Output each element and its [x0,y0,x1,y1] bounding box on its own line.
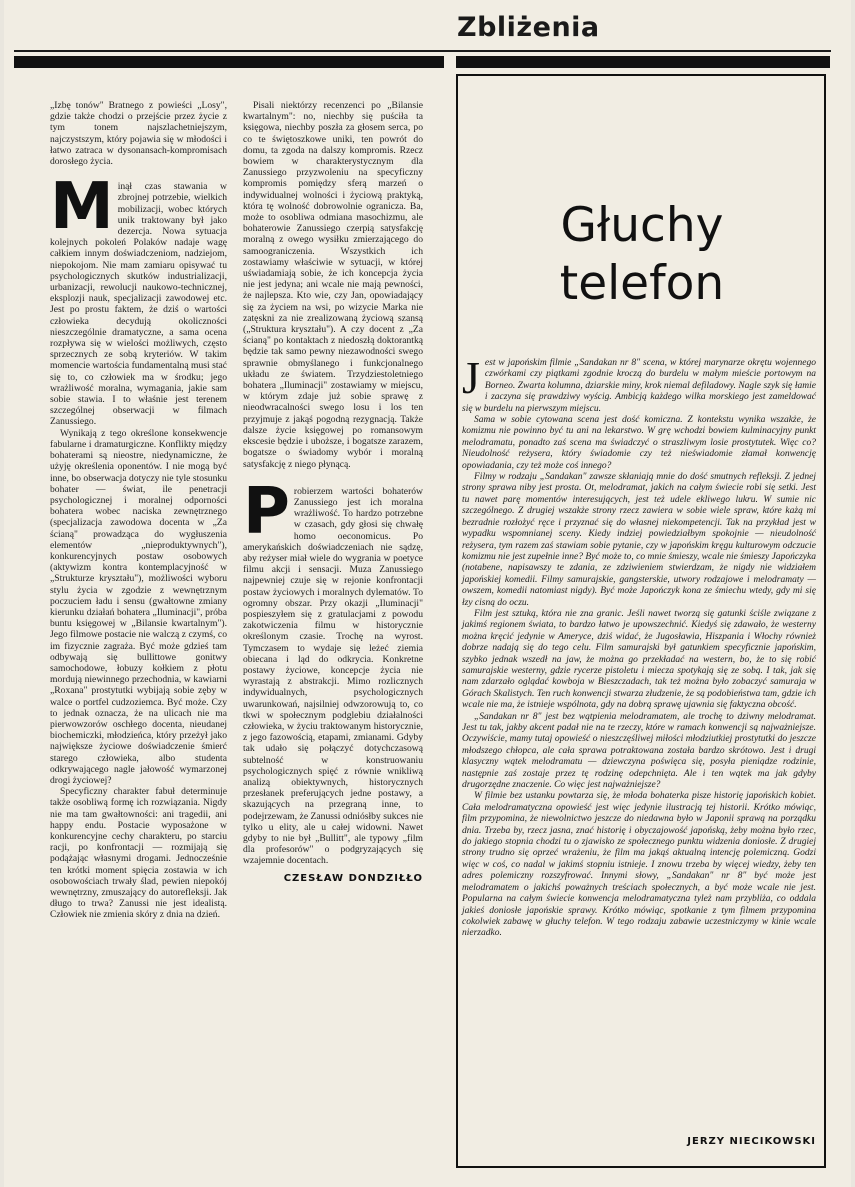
drop-cap-j: J [462,352,480,403]
headline-line-1: Głuchy [560,198,724,253]
paragraph-2: Wynikają z tego określone konsekwencje fabularne i dramaturgiczne. Konflikty między bohaterami są nieostre, niedynamiczne, że użyję określenia oponentów. I nie mogą być inne, bo obserwacja dotyczy nie tyle stosunku bohater — świat, ile penetracji psychologicznej i moralnej odporności bohatera wobec naciska zewnętrznego (specjalizacja zawodowa docenta w „Za ścianą" prowadząca do wygłuszenia elementów „nieproduktywnych"), konkurencyjnych postaw osobowych (aktywizm kontra kontemplacyjność w „Strukturze kryształu"), możliwości wyboru stylu życia w zgodzie z wewnętrznym poczuciem ładu i sensu (gwałtowne zmiany kierunku działań bohatera „Iluminacji", próba buntu księgowej w „Bilansie kwartalnym"). Jego filmowe postacie nie walczą z czymś, co im fizycznie zagraża. Być może gdzieś tam odbywają się bullittowe gonitwy samochodowe, łobuzy kołkiem z płotu mordują niewinnego przechodnia, w kawiarni „Roxana" prostytutki wybijają sobie zęby w walce o portfel cudzoziemca. Być może. Czy to jednak oznacza, że na ulicach nie ma pierwowzorów oschłego docenta, nieudanej biochemiczki, młodzieńca, który przeżył jako największe życiowe doświadczenie śmierć starego człowieka, albo studenta odkrywającego nagle jałowość wymarzonej drogi życiowej? [50,427,227,786]
paragraph-5 [243,474,423,867]
paragraph-5-text: robierzem wartości bohaterów Zanussiego jest ich moralna wrażliwość. To hardzo potrzebne w czasach, gdy głosi się chwałę homo oeconomicus. Po amerykańskich doświadczeniach nie sądzę, aby reżyser miał wiele do wygrania w poetyce filmu akcji i sensacji. Muza Zanussiego najpewniej czuje się w rejonie konfrontacji postaw życiowych i moralnych dylematów. To ogromny obszar. Przy okazji „Iluminacji" pospieszyłem się z gratulacjami z powodu zakotwiczenia filmu w historycznie określonym czasie. Trochę na wyrost. Tymczasem to wydaje się leżeć ziemia obiecana i ląd do odkrycia. Konkretne postawy życiowe, koncepcje życia nie wyrastają z abstrakcji. Mimo rozlicznych indywidualnych, psychologicznych uwarunkowań, najsilniej odwzorowują to, co tkwi w społecznym podglebiu działalności człowieka, w życiu traktowanym historycznie, z jego fazowością, etapami, zmianami. Gdyby tak udało się połączyć dotychczasową subtelność w konstruowaniu psychologicznych spięć z równie wnikliwą analizą obiektywnych, historycznych przesłanek preferujących jedne postawy, a skazujących na przegraną inne, to podejrzewam, że Zanussi odniósłby sukces nie tylko u elity, ale u całej widowni. Nawet gdyby to nie był „Bullitt", ale typowy „film dla profesorów" o podgryzających się wzajemnie docentach. [243,485,423,867]
author-byline-left: CZESŁAW DONDZIŁŁO [283,872,423,884]
right-paragraph-1-text: est w japońskim filmie „Sandakan nr 8" scena, w której marynarze okrętu wojennego czwórkami czy piątkami zgodnie kroczą do burdelu w małym mieście portowym na Borneo. Zwarta kolumna, dziarskie miny, krok niemal defiladowy. Nagle szyk się łamie i zaczyna się prawdziwy wyścig. Ambicją każdego wilka morskiego jest zameldować się w burdelu na pierwszym miejscu. [462,358,816,414]
section-masthead: Zbliżenia [457,12,600,43]
left-article-column-1 [50,100,227,921]
paragraph-4: Pisali niektórzy recenzenci po „Bilansie kwartalnym": no, niechby się puściła ta księgowa, niechby poszła za głosem serca, po co te świętoszkowe uniki, ten powrót do domu, ta zgoda na dalszy kompromis. Rzecz bowiem w charakterystycznym dla Zanussiego przyzwoleniu na specyficzny kompromis pomiędzy sferą marzeń o indywidualnej wolności i życiową praktyką, która tę wolność dobrowolnie ogranicza. Ba, może to osobliwa odmiana masochizmu, ale bohaterowie Zanussiego czerpią satysfakcję moralną z owego wysiłku zmierzającego do samoograniczenia. Wszystkich ich zostawiamy właściwie w sytuacji, w której uświadamiają sobie, że ich koncepcja życia nie jest jedyna; ani wcale nie mają pewności, że najlepsza. Kto wie, czy Jan, opowiadający się za życiem na wsi, po wizycie Marka nie zatęskni za nie zrealizowaną życiową szansą („Struktura kryształu"). A czy docent z „Za ścianą" po kontaktach z niedoszłą doktorantką będzie tak samo pewny niezawodności swego sprawnie obmyślanego i funkcjonalnego układu ze światem. Trzydziestoletniego bohatera „Iluminacji" zostawiamy w miejscu, w którym zdaje już sobie sprawę z nieodwracalności swego losu i los ten przyjmuje z jakąś pogodną rezygnacją. Także dalsze życie księgowej po romansowym ekscesie będzie i uboższe, i bogatsze zarazem, bogatsze o świadomy wybór i moralną satysfakcję z niego płynącą. [243,100,423,470]
left-article-column-2 [243,100,423,885]
right-paragraph-6: W filmie bez ustanku powtarza się, że młoda bohaterka pisze historię japońskich kobiet. Cała melodramatyczna opowieść jest więc jedynie ilustracją tej historii. Krótko mówiąc, film przypomina, że niewolnictwo jeszcze do niedawna było w Japonii sprawą na porządku dnia. Trzeba by, rzecz jasna, znać historię i obyczajowość japońską, żeby można było rzec, do jakiego stopnia chodzi tu o zjawisko ze społecznego punktu widzenia doniosłe. Z drugiej strony trudno się oprzeć wrażeniu, że film ma jakąś aktualną intencję polemiczną. Godzi więc w coś, co nadal w jakimś stopniu istnieje. I znowu trzeba by więcej wiedzy, żeby ten adres polemiczny rozszyfrować. Innymi słowy, „Sandakan" nr 8" być może jest melodramatem o jakichś poważnych treściach społecznych, a być może wcale nie jest. Popularna na całym świecie konwencja melodramatyczna tyleż nam przybliża, co oddala jakieś doniosłe japońskie sprawy. Krótko mówiąc, spotkanie z tym filmem przypomina cokolwiek zabawę w głuchy telefon. W tego rodzaju zabawie uczestniczymy w kinie wcale nierzadko. [462,791,816,939]
right-paragraph-2: Sama w sobie cytowana scena jest dość komiczna. Z kontekstu wynika wszakże, że komizmu nie powinno być tu ani na lekarstwo. W grę wchodzi bowiem kulminacyjny punkt melodramatu, ponadto zaś scena ma świadczyć o straszliwym losie prostytutek. Więc co? Nieudolność reżysera, który świadomie czy też nieświadomie złamał konwencję opowiadania, czy też może coś innego? [462,415,816,471]
left-header-bar [14,56,444,68]
right-header-bar [456,56,830,68]
right-article-body [462,352,816,940]
paragraph-3: Specyficzny charakter fabuł determinuje także osobliwą formę ich rozwiązania. Nigdy nie ma tam gwałtowności: ani tragedii, ani happy endu. Postacie wyposażone w konkurencyjne cechy charakteru, po starciu racji, po konfrontacji — rozmijają się podążając własnymi drogami. Jednocześnie ten krótki moment spięcia zostawia w ich osobowościach trwały ślad, pewien niepokój wewnętrzny, zmuszający do autorefleksji. Jak długo to trwa? Zanussi nie jest idealistą. Człowiek nie zmienia skóry z dnia na dzień. [50,786,227,921]
right-paragraph-5: „Sandakan nr 8" jest bez wątpienia melodramatem, ale trochę to dziwny melodramat. Jest tu tak, jakby akcent padał nie na te rzeczy, które w ramach konwencji są najważniejsze. Oczywiście, mamy tutaj opowieść o nieszczęśliwej miłości młodziutkiej prostytutki do jeszcze młodszego chłopca, ale cała sprawa potraktowana została bardzo skrótowo. Jest i drugi klasyczny wątek melodramatu — dziewczyna poświęca się, posyła pieniądze rodzinie, następnie zaś zostaje przez tę rodzinę odepchnięta. Ale i ten wątek ma jak gdyby drugorzędne znaczenie. Co więc jest najważniejsze? [462,711,816,791]
headline-line-2: telefon [559,256,725,311]
paragraph-1-text: inął czas stawania w zbrojnej potrzebie, wielkich mobilizacji, wobec których unik traktowany był jako dezercja. Nowa sytuacja kolejnych pokoleń Polaków nadaje wagę całkiem innym doświadczeniom, nadziejom, niepokojom. Nie mam zamiaru opisywać tu psychologicznych skutków industrializacji, urbanizacji, rewolucji naukowo-technicznej, eksplozji nauk, specjalizacji zawodowej etc. Jest po prostu faktem, że dziś o wartości człowieka decydują okoliczności nieszczególnie dramatyczne, a sama ocena rozpływa się w wielości możliwych, często sprzecznych ze sobą kryteriów. W takim momencie wartościa fundamentalną musi stać się to, co człowiek ma w środku; jego wrażliwość moralna, wymagania, jakie sam sobie stawia. I to właśnie jest terenem szczególnej obserwacji w filmach Zanussiego. [50,181,227,428]
paragraph-intro: „Izbę tonów" Bratnego z powieści „Losy", gdzie także chodzi o przejście przez życie z tym tonem najszlachetniejszym, najczystszym, który pojawia się w młodości i łatwo zatraca w dysonansach-kompromisach dorosłego życia. [50,100,227,168]
right-paragraph-3: Filmy w rodzaju „Sandakan" zawsze skłaniają mnie do dość smutnych refleksji. Z jednej strony sprawa niby jest prosta. Ot, melodramat, jakich na całym świecie robi się setki. Jest tu nawet parę momentów interesujących, jest też udele ekliwego lukru. W sumie nic szczególnego. Z drugiej wszakże strony rzecz zawiera w sobie wiele spraw, które każą mi bezradnie rozłożyć ręce i przyznać się do własnej niekompetencji. Tak na przykład jest w wypadku wspomnianej sceny. Kiedy indziej powiedziałbym spokojnie — nieudolność reżysera, tym razem zaś stawiam sobie pytanie, czy w japońskim kręgu kulturowym odczucie komizmu nie jest zupełnie inne? Być może to, co mnie śmieszy, wcale nie śmieszy Japończyka (notabene, napisawszy te zdania, ze zdziwieniem stwierdzam, że nigdy nie widziałem japońskiej komedii. Filmy samurajskie, gangsterskie, utwory rodzajowe i melodramaty — owszem, komedii natomiast nigdy). Być może Japończyk kona ze śmiechu wtedy, gdy mi się łzy cisną do oczu. [462,472,816,608]
author-byline-right: JERZY NIECIKOWSKI [687,1136,816,1147]
article-headline [537,197,747,313]
right-paragraph-1 [462,352,816,415]
drop-cap-p: P [243,474,290,549]
right-paragraph-4: Film jest sztuką, która nie zna granic. Jeśli nawet tworzą się gatunki ściśle związane z jakimś regionem świata, to bardzo łatwo je upowszechnić. Kiedyś się zdawało, że westerny można kręcić jedynie w Ameryce, dziś widać, że Jugosławia, Hiszpania i Włochy również dobrze nadają się do tego celu. Film samurajski był gatunkiem specyficznie japońskim, szybko jednak wszedł na jaw, że można go przekładać na western, bo, że to się robić samurajskie westerny, gdzie rycerze pistoletu i miecza spotykają się ze sobą. I tak, jak się nam zdarzało oglądać kowboja w Bieszczadach, tak też można było zobaczyć samuraja w Górach Skalistych. Ten ruch konwencji stwarza złudzenie, że są podobieństwa tam, gdzie ich wcale nie ma, że istnieje wspólnota, gdy na dobrą sprawę ujawnia się faktyczna obcość. [462,608,816,711]
magazine-page [4,0,851,1187]
drop-cap-m: M [50,170,114,245]
top-rule [14,50,831,52]
paragraph-1 [50,170,227,428]
